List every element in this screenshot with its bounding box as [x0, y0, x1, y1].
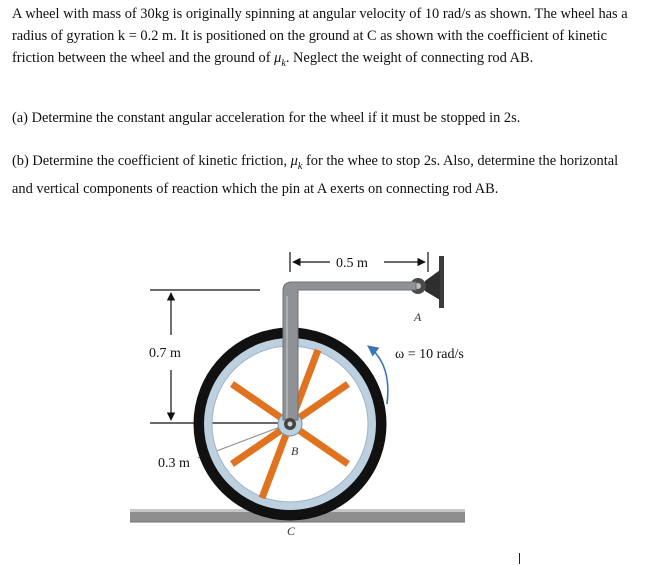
dim-0.3m-label: 0.3 m — [158, 456, 190, 471]
angular-velocity-label: ω = 10 rad/s — [395, 347, 464, 362]
dim-0.5m-label: 0.5 m — [336, 256, 368, 271]
label-b: B — [291, 444, 299, 458]
problem-intro-end: . Neglect the weight of connecting rod AB. — [285, 50, 534, 66]
dim-0.7m-label: 0.7 m — [149, 346, 181, 361]
label-a: A — [414, 310, 422, 324]
mu-k-symbol-b: $\mu_k$ — [290, 153, 303, 172]
label-c: C — [287, 524, 296, 538]
mu-k-symbol: $\mu_k$ — [274, 50, 286, 69]
problem-intro: A wheel with mass of 30kg is originally spinning at angular velocity of 10 rad/s as shown. The wheel has a radius of gyration k = 0.2 m. It is positioned on the ground at C as shown with the coefficient of kinetic friction between the wheel and the ground of — [12, 6, 628, 66]
part-b-start: (b) Determine the coefficient of kinetic friction, — [12, 153, 288, 169]
part-b-end: for the whee to stop 2s. Also, determine the horizontal and vertical components of reaction which the pin at A exerts on connecting rod AB. — [12, 153, 619, 197]
part-a: (a) Determine the constant angular acceleration for the wheel if it must be stopped in 2s. — [12, 110, 521, 126]
text-cursor — [519, 553, 520, 564]
